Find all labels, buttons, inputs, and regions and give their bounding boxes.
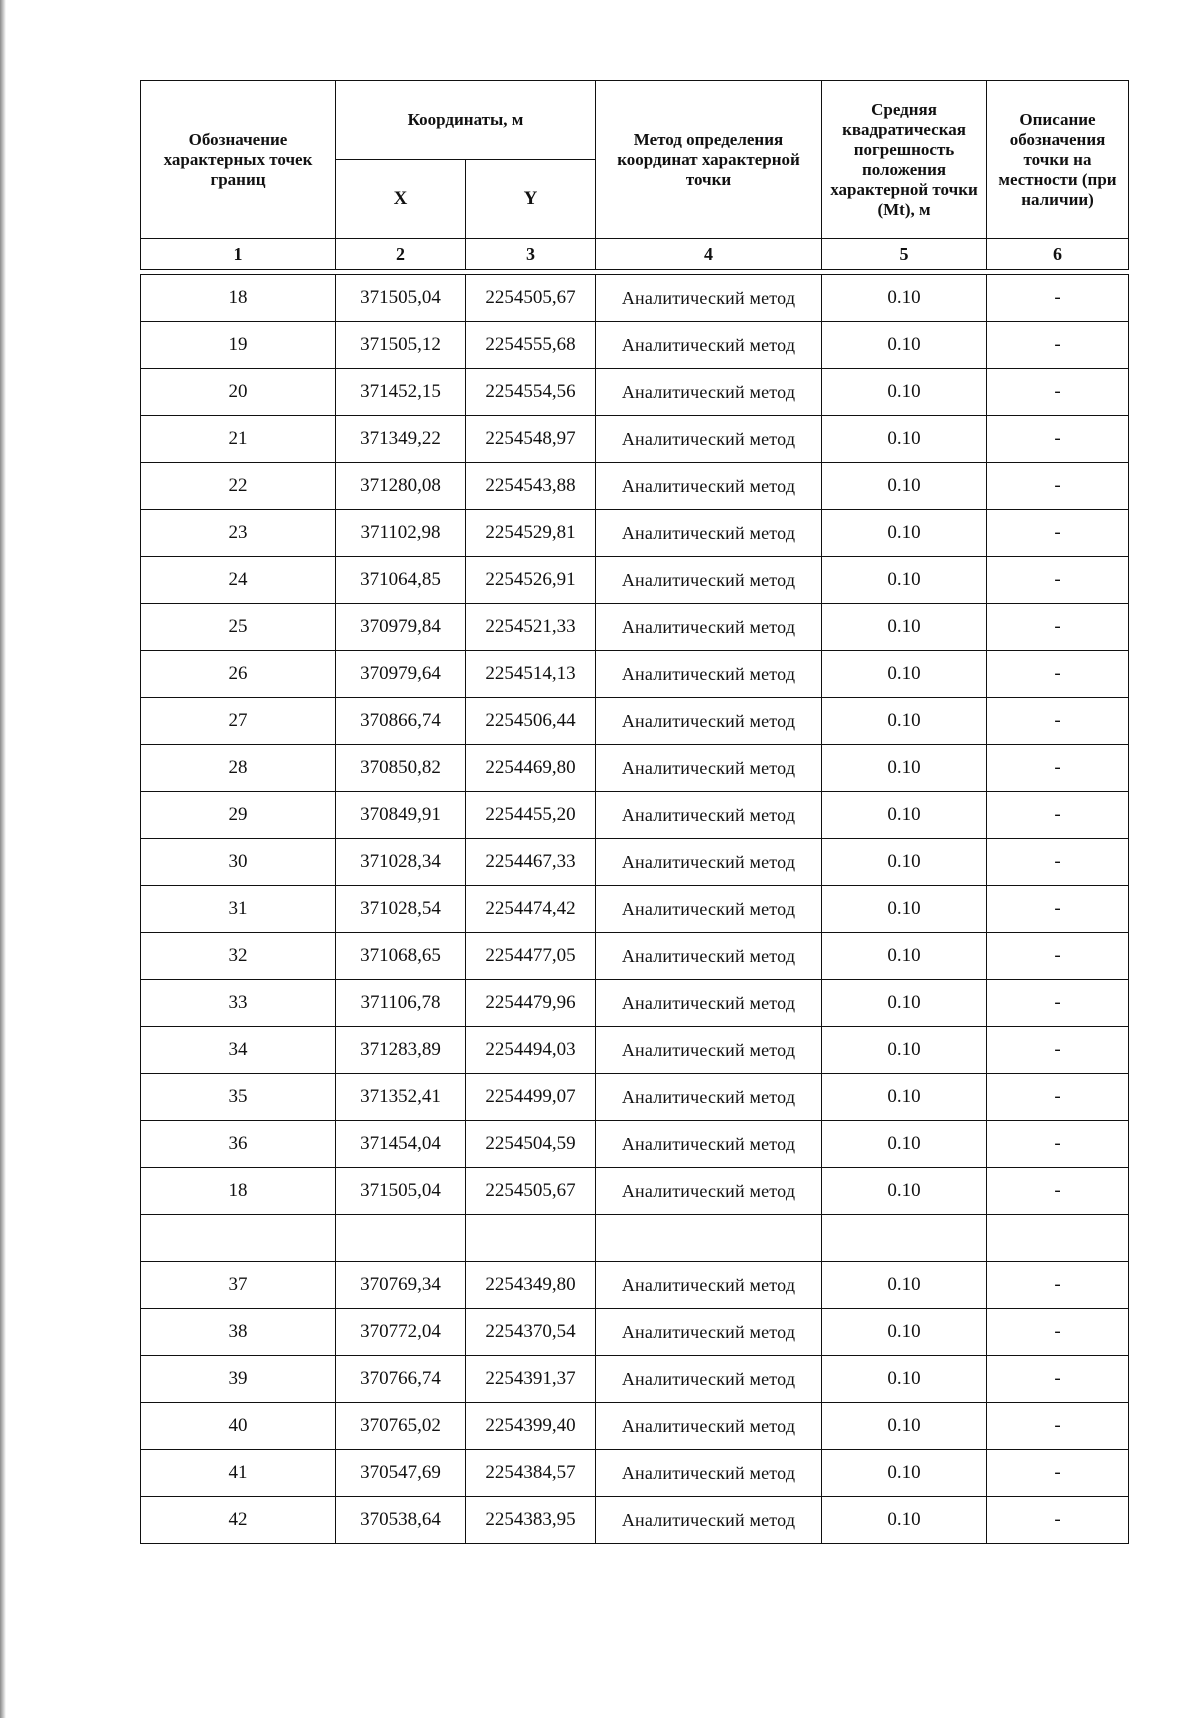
mean-error-cell: 0.10 — [822, 1356, 987, 1403]
method-cell: Аналитический метод — [596, 1262, 822, 1309]
table-row — [141, 275, 1129, 322]
x-coordinate-cell: 371068,65 — [336, 933, 466, 980]
y-coordinate-cell: 2254384,57 — [466, 1450, 596, 1497]
y-coordinate-cell: 2254543,88 — [466, 463, 596, 510]
mean-error-cell: 0.10 — [822, 792, 987, 839]
mean-error-cell: 0.10 — [822, 1309, 987, 1356]
description-cell: - — [987, 745, 1129, 792]
point-number-cell: 31 — [141, 886, 336, 933]
x-coordinate-cell: 371106,78 — [336, 980, 466, 1027]
method-cell: Аналитический метод — [596, 1121, 822, 1168]
y-coordinate-cell: 2254455,20 — [466, 792, 596, 839]
point-number-cell: 20 — [141, 369, 336, 416]
mean-error-cell: 0.10 — [822, 980, 987, 1027]
description-cell: - — [987, 557, 1129, 604]
header-coordinates: Координаты, м — [336, 81, 596, 160]
point-number-cell: 19 — [141, 322, 336, 369]
method-cell: Аналитический метод — [596, 369, 822, 416]
point-number-cell: 30 — [141, 839, 336, 886]
table-row — [141, 1121, 1129, 1168]
x-coordinate-cell: 370850,82 — [336, 745, 466, 792]
x-coordinate-cell: 370979,64 — [336, 651, 466, 698]
y-coordinate-cell: 2254529,81 — [466, 510, 596, 557]
table-row — [141, 1027, 1129, 1074]
x-coordinate-cell: 370979,84 — [336, 604, 466, 651]
table-row — [141, 369, 1129, 416]
table-row — [141, 1168, 1129, 1215]
mean-error-cell: 0.10 — [822, 1497, 987, 1544]
header-description: Описание обозначения точки на местности (при наличии) — [987, 81, 1129, 239]
x-coordinate-cell: 371454,04 — [336, 1121, 466, 1168]
description-cell: - — [987, 651, 1129, 698]
point-number-cell: 21 — [141, 416, 336, 463]
column-number: 2 — [336, 239, 466, 270]
point-number-cell: 35 — [141, 1074, 336, 1121]
y-coordinate-cell: 2254514,13 — [466, 651, 596, 698]
description-cell: - — [987, 1027, 1129, 1074]
header-x: X — [336, 160, 466, 239]
method-cell: Аналитический метод — [596, 839, 822, 886]
table-row — [141, 651, 1129, 698]
point-number-cell: 42 — [141, 1497, 336, 1544]
mean-error-cell: 0.10 — [822, 416, 987, 463]
mean-error-cell: 0.10 — [822, 698, 987, 745]
y-coordinate-cell: 2254504,59 — [466, 1121, 596, 1168]
table-header — [141, 81, 1129, 275]
mean-error-cell: 0.10 — [822, 651, 987, 698]
table-row — [141, 745, 1129, 792]
description-cell: - — [987, 839, 1129, 886]
description-cell: - — [987, 1074, 1129, 1121]
x-coordinate-cell: 370769,34 — [336, 1262, 466, 1309]
method-cell: Аналитический метод — [596, 980, 822, 1027]
table-row — [141, 792, 1129, 839]
description-cell: - — [987, 933, 1129, 980]
table-row — [141, 1356, 1129, 1403]
header-point-designation: Обозначение характерных точек границ — [141, 81, 336, 239]
description-cell: - — [987, 1262, 1129, 1309]
method-cell: Аналитический метод — [596, 1074, 822, 1121]
column-number: 5 — [822, 239, 987, 270]
point-number-cell: 24 — [141, 557, 336, 604]
table-body — [141, 275, 1129, 1544]
method-cell: Аналитический метод — [596, 510, 822, 557]
mean-error-cell: 0.10 — [822, 1403, 987, 1450]
header-method: Метод определения координат характерной точки — [596, 81, 822, 239]
y-coordinate-cell: 2254474,42 — [466, 886, 596, 933]
table-row — [141, 839, 1129, 886]
y-coordinate-cell: 2254521,33 — [466, 604, 596, 651]
mean-error-cell: 0.10 — [822, 1262, 987, 1309]
table-row — [141, 1497, 1129, 1544]
y-coordinate-cell: 2254505,67 — [466, 1168, 596, 1215]
point-number-cell: 32 — [141, 933, 336, 980]
x-coordinate-cell: 371028,54 — [336, 886, 466, 933]
x-coordinate-cell: 371349,22 — [336, 416, 466, 463]
table-row — [141, 698, 1129, 745]
description-cell: - — [987, 792, 1129, 839]
mean-error-cell: 0.10 — [822, 1168, 987, 1215]
point-number-cell: 37 — [141, 1262, 336, 1309]
column-number: 3 — [466, 239, 596, 270]
description-cell: - — [987, 604, 1129, 651]
header-y: Y — [466, 160, 596, 239]
column-number: 1 — [141, 239, 336, 270]
mean-error-cell: 0.10 — [822, 322, 987, 369]
method-cell: Аналитический метод — [596, 698, 822, 745]
mean-error-cell: 0.10 — [822, 886, 987, 933]
mean-error-cell: 0.10 — [822, 745, 987, 792]
description-cell: - — [987, 1356, 1129, 1403]
mean-error-cell: 0.10 — [822, 604, 987, 651]
description-cell: - — [987, 463, 1129, 510]
table-row — [141, 463, 1129, 510]
y-coordinate-cell: 2254399,40 — [466, 1403, 596, 1450]
boundary-points-table — [140, 80, 1129, 1544]
x-coordinate-cell: 371452,15 — [336, 369, 466, 416]
y-coordinate-cell: 2254479,96 — [466, 980, 596, 1027]
method-cell: Аналитический метод — [596, 1027, 822, 1074]
description-cell: - — [987, 1121, 1129, 1168]
table-row — [141, 1074, 1129, 1121]
column-number: 4 — [596, 239, 822, 270]
table-row — [141, 1215, 1129, 1262]
description-cell: - — [987, 1168, 1129, 1215]
method-cell: Аналитический метод — [596, 1450, 822, 1497]
x-coordinate-cell: 371352,41 — [336, 1074, 466, 1121]
method-cell: Аналитический метод — [596, 463, 822, 510]
y-coordinate-cell: 2254383,95 — [466, 1497, 596, 1544]
y-coordinate-cell: 2254477,05 — [466, 933, 596, 980]
x-coordinate-cell: 370849,91 — [336, 792, 466, 839]
mean-error-cell: 0.10 — [822, 1121, 987, 1168]
y-coordinate-cell: 2254526,91 — [466, 557, 596, 604]
method-cell: Аналитический метод — [596, 651, 822, 698]
mean-error-cell: 0.10 — [822, 463, 987, 510]
x-coordinate-cell: 371064,85 — [336, 557, 466, 604]
mean-error-cell — [822, 1215, 987, 1262]
method-cell: Аналитический метод — [596, 604, 822, 651]
point-number-cell: 29 — [141, 792, 336, 839]
y-coordinate-cell: 2254469,80 — [466, 745, 596, 792]
x-coordinate-cell: 371283,89 — [336, 1027, 466, 1074]
method-cell: Аналитический метод — [596, 322, 822, 369]
point-number-cell: 18 — [141, 275, 336, 322]
y-coordinate-cell: 2254554,56 — [466, 369, 596, 416]
mean-error-cell: 0.10 — [822, 1074, 987, 1121]
table-row — [141, 933, 1129, 980]
point-number-cell: 23 — [141, 510, 336, 557]
x-coordinate-cell: 371505,04 — [336, 1168, 466, 1215]
point-number-cell: 33 — [141, 980, 336, 1027]
document-sheet — [140, 80, 1128, 1544]
method-cell: Аналитический метод — [596, 1309, 822, 1356]
mean-error-cell: 0.10 — [822, 510, 987, 557]
point-number-cell: 27 — [141, 698, 336, 745]
description-cell: - — [987, 1497, 1129, 1544]
method-cell: Аналитический метод — [596, 416, 822, 463]
description-cell: - — [987, 1309, 1129, 1356]
y-coordinate-cell: 2254370,54 — [466, 1309, 596, 1356]
x-coordinate-cell: 371280,08 — [336, 463, 466, 510]
table-row — [141, 322, 1129, 369]
description-cell: - — [987, 980, 1129, 1027]
x-coordinate-cell: 370766,74 — [336, 1356, 466, 1403]
x-coordinate-cell: 370772,04 — [336, 1309, 466, 1356]
mean-error-cell: 0.10 — [822, 839, 987, 886]
x-coordinate-cell — [336, 1215, 466, 1262]
method-cell: Аналитический метод — [596, 1168, 822, 1215]
method-cell: Аналитический метод — [596, 275, 822, 322]
scan-edge — [0, 0, 6, 1718]
method-cell — [596, 1215, 822, 1262]
y-coordinate-cell: 2254499,07 — [466, 1074, 596, 1121]
y-coordinate-cell: 2254349,80 — [466, 1262, 596, 1309]
method-cell: Аналитический метод — [596, 1497, 822, 1544]
point-number-cell: 39 — [141, 1356, 336, 1403]
point-number-cell: 41 — [141, 1450, 336, 1497]
method-cell: Аналитический метод — [596, 933, 822, 980]
table-row — [141, 1262, 1129, 1309]
table-row — [141, 1450, 1129, 1497]
y-coordinate-cell: 2254548,97 — [466, 416, 596, 463]
x-coordinate-cell: 371028,34 — [336, 839, 466, 886]
table-row — [141, 510, 1129, 557]
point-number-cell: 18 — [141, 1168, 336, 1215]
method-cell: Аналитический метод — [596, 886, 822, 933]
method-cell: Аналитический метод — [596, 745, 822, 792]
y-coordinate-cell: 2254391,37 — [466, 1356, 596, 1403]
description-cell: - — [987, 510, 1129, 557]
x-coordinate-cell: 371505,04 — [336, 275, 466, 322]
point-number-cell: 28 — [141, 745, 336, 792]
mean-error-cell: 0.10 — [822, 933, 987, 980]
description-cell: - — [987, 1403, 1129, 1450]
table-row — [141, 1403, 1129, 1450]
table-row — [141, 980, 1129, 1027]
description-cell: - — [987, 369, 1129, 416]
header-mean-error: Средняя квадратическая погрешность положения характерной точки (Mt), м — [822, 81, 987, 239]
x-coordinate-cell: 370547,69 — [336, 1450, 466, 1497]
x-coordinate-cell: 370765,02 — [336, 1403, 466, 1450]
mean-error-cell: 0.10 — [822, 369, 987, 416]
point-number-cell: 38 — [141, 1309, 336, 1356]
y-coordinate-cell: 2254467,33 — [466, 839, 596, 886]
description-cell: - — [987, 1450, 1129, 1497]
y-coordinate-cell: 2254506,44 — [466, 698, 596, 745]
y-coordinate-cell — [466, 1215, 596, 1262]
method-cell: Аналитический метод — [596, 557, 822, 604]
description-cell: - — [987, 416, 1129, 463]
x-coordinate-cell: 371102,98 — [336, 510, 466, 557]
description-cell: - — [987, 698, 1129, 745]
description-cell: - — [987, 275, 1129, 322]
mean-error-cell: 0.10 — [822, 557, 987, 604]
description-cell: - — [987, 322, 1129, 369]
x-coordinate-cell: 370538,64 — [336, 1497, 466, 1544]
point-number-cell: 34 — [141, 1027, 336, 1074]
point-number-cell — [141, 1215, 336, 1262]
description-cell — [987, 1215, 1129, 1262]
description-cell: - — [987, 886, 1129, 933]
method-cell: Аналитический метод — [596, 792, 822, 839]
mean-error-cell: 0.10 — [822, 275, 987, 322]
table-row — [141, 1309, 1129, 1356]
y-coordinate-cell: 2254555,68 — [466, 322, 596, 369]
point-number-cell: 40 — [141, 1403, 336, 1450]
x-coordinate-cell: 371505,12 — [336, 322, 466, 369]
method-cell: Аналитический метод — [596, 1403, 822, 1450]
point-number-cell: 22 — [141, 463, 336, 510]
table-row — [141, 557, 1129, 604]
point-number-cell: 26 — [141, 651, 336, 698]
table-row — [141, 604, 1129, 651]
y-coordinate-cell: 2254494,03 — [466, 1027, 596, 1074]
column-number: 6 — [987, 239, 1129, 270]
point-number-cell: 25 — [141, 604, 336, 651]
x-coordinate-cell: 370866,74 — [336, 698, 466, 745]
method-cell: Аналитический метод — [596, 1356, 822, 1403]
table-row — [141, 886, 1129, 933]
point-number-cell: 36 — [141, 1121, 336, 1168]
table-row — [141, 416, 1129, 463]
mean-error-cell: 0.10 — [822, 1450, 987, 1497]
column-number-row — [141, 239, 1129, 270]
mean-error-cell: 0.10 — [822, 1027, 987, 1074]
y-coordinate-cell: 2254505,67 — [466, 275, 596, 322]
